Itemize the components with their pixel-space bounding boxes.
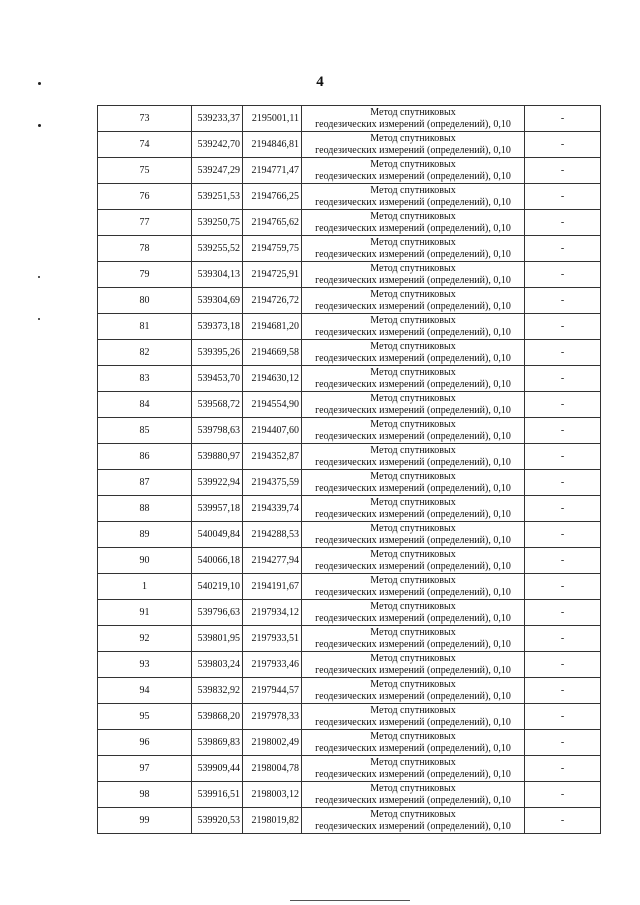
- coordinate-x: 539247,29: [192, 158, 243, 184]
- coordinates-table: [97, 105, 601, 834]
- coordinate-y: 2194725,91: [243, 262, 302, 288]
- coordinate-y: 2194277,94: [243, 548, 302, 574]
- table-row: [98, 496, 601, 522]
- description-cell: -: [525, 288, 601, 314]
- description-cell: -: [525, 496, 601, 522]
- coordinate-y: 2194766,25: [243, 184, 302, 210]
- description-cell: -: [525, 210, 601, 236]
- coordinate-y: 2194759,75: [243, 236, 302, 262]
- description-cell: -: [525, 782, 601, 808]
- description-cell: -: [525, 730, 601, 756]
- method-line-1: Метод спутниковых: [370, 730, 456, 742]
- coordinate-x: 540219,10: [192, 574, 243, 600]
- point-number: 97: [98, 756, 192, 782]
- method-cell: [302, 652, 525, 678]
- coordinate-x: 539796,63: [192, 600, 243, 626]
- point-number: 83: [98, 366, 192, 392]
- point-number: 76: [98, 184, 192, 210]
- coordinate-y: 2198019,82: [243, 808, 302, 834]
- method-line-2: геодезических измерений (определений), 0,10: [315, 690, 511, 702]
- method-line-2: геодезических измерений (определений), 0,10: [315, 404, 511, 416]
- method-line-2: геодезических измерений (определений), 0,10: [315, 170, 511, 182]
- coordinate-y: 2194630,12: [243, 366, 302, 392]
- method-line-1: Метод спутниковых: [370, 756, 456, 768]
- coordinate-x: 539453,70: [192, 366, 243, 392]
- method-line-2: геодезических измерений (определений), 0,10: [315, 508, 511, 520]
- description-cell: -: [525, 522, 601, 548]
- table-row: [98, 522, 601, 548]
- method-line-1: Метод спутниковых: [370, 626, 456, 638]
- method-line-1: Метод спутниковых: [370, 678, 456, 690]
- coordinate-x: 539304,13: [192, 262, 243, 288]
- coordinate-y: 2198004,78: [243, 756, 302, 782]
- coordinate-x: 539803,24: [192, 652, 243, 678]
- table-row: [98, 600, 601, 626]
- scan-speck: [38, 82, 41, 85]
- table-row: [98, 470, 601, 496]
- coordinate-x: 539255,52: [192, 236, 243, 262]
- table-row: [98, 210, 601, 236]
- point-number: 80: [98, 288, 192, 314]
- point-number: 82: [98, 340, 192, 366]
- method-line-2: геодезических измерений (определений), 0,10: [315, 378, 511, 390]
- method-line-1: Метод спутниковых: [370, 366, 456, 378]
- method-line-2: геодезических измерений (определений), 0,10: [315, 612, 511, 624]
- point-number: 75: [98, 158, 192, 184]
- method-line-1: Метод спутниковых: [370, 340, 456, 352]
- method-line-1: Метод спутниковых: [370, 184, 456, 196]
- method-cell: [302, 366, 525, 392]
- coordinate-x: 540049,84: [192, 522, 243, 548]
- coordinate-x: 539568,72: [192, 392, 243, 418]
- coordinate-y: 2194375,59: [243, 470, 302, 496]
- table-row: [98, 548, 601, 574]
- description-cell: -: [525, 106, 601, 132]
- coordinate-y: 2194554,90: [243, 392, 302, 418]
- coordinate-x: 539373,18: [192, 314, 243, 340]
- page-number: 4: [316, 74, 324, 90]
- point-number: 88: [98, 496, 192, 522]
- table-row: [98, 392, 601, 418]
- method-cell: [302, 522, 525, 548]
- description-cell: -: [525, 444, 601, 470]
- coordinate-x: 539880,97: [192, 444, 243, 470]
- point-number: 91: [98, 600, 192, 626]
- coordinates-table-body: [98, 106, 601, 834]
- method-cell: [302, 314, 525, 340]
- method-cell: [302, 288, 525, 314]
- method-line-1: Метод спутниковых: [370, 470, 456, 482]
- description-cell: -: [525, 626, 601, 652]
- coordinate-x: 539251,53: [192, 184, 243, 210]
- description-cell: -: [525, 756, 601, 782]
- coordinate-y: 2194846,81: [243, 132, 302, 158]
- description-cell: -: [525, 652, 601, 678]
- method-cell: [302, 782, 525, 808]
- method-cell: [302, 756, 525, 782]
- method-line-1: Метод спутниковых: [370, 704, 456, 716]
- description-cell: -: [525, 262, 601, 288]
- table-row: [98, 158, 601, 184]
- coordinate-y: 2197978,33: [243, 704, 302, 730]
- point-number: 78: [98, 236, 192, 262]
- table-row: [98, 574, 601, 600]
- description-cell: -: [525, 574, 601, 600]
- point-number: 86: [98, 444, 192, 470]
- method-line-1: Метод спутниковых: [370, 106, 456, 118]
- point-number: 73: [98, 106, 192, 132]
- method-cell: [302, 470, 525, 496]
- method-line-1: Метод спутниковых: [370, 782, 456, 794]
- table-row: [98, 626, 601, 652]
- description-cell: -: [525, 808, 601, 834]
- point-number: 94: [98, 678, 192, 704]
- method-line-1: Метод спутниковых: [370, 652, 456, 664]
- method-line-2: геодезических измерений (определений), 0,10: [315, 326, 511, 338]
- method-cell: [302, 444, 525, 470]
- method-cell: [302, 808, 525, 834]
- table-row: [98, 132, 601, 158]
- description-cell: -: [525, 548, 601, 574]
- scan-speck: [38, 318, 40, 320]
- coordinate-x: 539798,63: [192, 418, 243, 444]
- point-number: 96: [98, 730, 192, 756]
- method-line-2: геодезических измерений (определений), 0,10: [315, 352, 511, 364]
- method-cell: [302, 262, 525, 288]
- coordinate-y: 2198003,12: [243, 782, 302, 808]
- coordinate-x: 540066,18: [192, 548, 243, 574]
- point-number: 84: [98, 392, 192, 418]
- coordinate-x: 539832,92: [192, 678, 243, 704]
- method-cell: [302, 574, 525, 600]
- description-cell: -: [525, 184, 601, 210]
- point-number: 74: [98, 132, 192, 158]
- table-row: [98, 756, 601, 782]
- coordinate-y: 2194681,20: [243, 314, 302, 340]
- method-cell: [302, 496, 525, 522]
- method-line-2: геодезических измерений (определений), 0,10: [315, 482, 511, 494]
- method-cell: [302, 626, 525, 652]
- table-row: [98, 288, 601, 314]
- bottom-line: [290, 900, 410, 901]
- method-line-2: геодезических измерений (определений), 0,10: [315, 534, 511, 546]
- method-cell: [302, 106, 525, 132]
- table-row: [98, 236, 601, 262]
- method-line-2: геодезических измерений (определений), 0,10: [315, 664, 511, 676]
- method-cell: [302, 600, 525, 626]
- coordinate-x: 539801,95: [192, 626, 243, 652]
- coordinate-x: 539869,83: [192, 730, 243, 756]
- coordinate-y: 2197933,51: [243, 626, 302, 652]
- coordinate-x: 539250,75: [192, 210, 243, 236]
- table-row: [98, 262, 601, 288]
- method-line-1: Метод спутниковых: [370, 808, 456, 820]
- table-row: [98, 418, 601, 444]
- description-cell: -: [525, 340, 601, 366]
- method-line-2: геодезических измерений (определений), 0,10: [315, 820, 511, 832]
- table-row: [98, 704, 601, 730]
- method-cell: [302, 392, 525, 418]
- coordinate-y: 2195001,11: [243, 106, 302, 132]
- coordinate-x: 539920,53: [192, 808, 243, 834]
- coordinate-x: 539922,94: [192, 470, 243, 496]
- table-row: [98, 808, 601, 834]
- description-cell: -: [525, 470, 601, 496]
- description-cell: -: [525, 704, 601, 730]
- method-line-2: геодезических измерений (определений), 0,10: [315, 716, 511, 728]
- coordinate-y: 2194407,60: [243, 418, 302, 444]
- coordinate-y: 2197933,46: [243, 652, 302, 678]
- point-number: 93: [98, 652, 192, 678]
- method-cell: [302, 210, 525, 236]
- method-line-1: Метод спутниковых: [370, 392, 456, 404]
- point-number: 92: [98, 626, 192, 652]
- table-row: [98, 340, 601, 366]
- method-line-1: Метод спутниковых: [370, 132, 456, 144]
- point-number: 77: [98, 210, 192, 236]
- method-line-2: геодезических измерений (определений), 0,10: [315, 456, 511, 468]
- table-row: [98, 678, 601, 704]
- method-cell: [302, 340, 525, 366]
- coordinate-y: 2197934,12: [243, 600, 302, 626]
- description-cell: -: [525, 418, 601, 444]
- description-cell: -: [525, 600, 601, 626]
- description-cell: -: [525, 314, 601, 340]
- method-line-2: геодезических измерений (определений), 0,10: [315, 248, 511, 260]
- table-row: [98, 730, 601, 756]
- description-cell: -: [525, 236, 601, 262]
- table-row: [98, 782, 601, 808]
- method-line-2: геодезических измерений (определений), 0,10: [315, 274, 511, 286]
- coordinate-y: 2194669,58: [243, 340, 302, 366]
- method-line-1: Метод спутниковых: [370, 314, 456, 326]
- method-cell: [302, 678, 525, 704]
- coordinate-y: 2194191,67: [243, 574, 302, 600]
- method-line-1: Метод спутниковых: [370, 444, 456, 456]
- method-line-2: геодезических измерений (определений), 0,10: [315, 222, 511, 234]
- method-line-2: геодезических измерений (определений), 0,10: [315, 300, 511, 312]
- coordinate-y: 2197944,57: [243, 678, 302, 704]
- coordinate-x: 539395,26: [192, 340, 243, 366]
- method-cell: [302, 730, 525, 756]
- method-line-1: Метод спутниковых: [370, 522, 456, 534]
- method-line-1: Метод спутниковых: [370, 158, 456, 170]
- coordinate-x: 539868,20: [192, 704, 243, 730]
- method-line-2: геодезических измерений (определений), 0,10: [315, 768, 511, 780]
- coordinate-x: 539233,37: [192, 106, 243, 132]
- method-line-1: Метод спутниковых: [370, 210, 456, 222]
- method-line-2: геодезических измерений (определений), 0,10: [315, 196, 511, 208]
- method-line-1: Метод спутниковых: [370, 418, 456, 430]
- point-number: 90: [98, 548, 192, 574]
- coordinate-y: 2194339,74: [243, 496, 302, 522]
- method-line-2: геодезических измерений (определений), 0,10: [315, 794, 511, 806]
- method-line-2: геодезических измерений (определений), 0,10: [315, 144, 511, 156]
- coordinate-x: 539242,70: [192, 132, 243, 158]
- method-line-1: Метод спутниковых: [370, 288, 456, 300]
- method-line-1: Метод спутниковых: [370, 262, 456, 274]
- method-cell: [302, 548, 525, 574]
- coordinate-y: 2194765,62: [243, 210, 302, 236]
- method-cell: [302, 132, 525, 158]
- coordinate-y: 2194771,47: [243, 158, 302, 184]
- method-cell: [302, 418, 525, 444]
- point-number: 98: [98, 782, 192, 808]
- method-line-1: Метод спутниковых: [370, 496, 456, 508]
- method-line-2: геодезических измерений (определений), 0,10: [315, 638, 511, 650]
- coordinate-x: 539909,44: [192, 756, 243, 782]
- table-row: [98, 314, 601, 340]
- point-number: 79: [98, 262, 192, 288]
- table-row: [98, 184, 601, 210]
- table-row: [98, 106, 601, 132]
- table-row: [98, 652, 601, 678]
- point-number: 87: [98, 470, 192, 496]
- method-line-1: Метод спутниковых: [370, 574, 456, 586]
- method-line-2: геодезических измерений (определений), 0,10: [315, 742, 511, 754]
- method-line-1: Метод спутниковых: [370, 236, 456, 248]
- scan-speck: [38, 124, 41, 127]
- coordinate-x: 539916,51: [192, 782, 243, 808]
- description-cell: -: [525, 678, 601, 704]
- method-cell: [302, 704, 525, 730]
- coordinate-x: 539304,69: [192, 288, 243, 314]
- description-cell: -: [525, 158, 601, 184]
- coordinate-x: 539957,18: [192, 496, 243, 522]
- method-line-2: геодезических измерений (определений), 0,10: [315, 586, 511, 598]
- method-line-2: геодезических измерений (определений), 0,10: [315, 118, 511, 130]
- table-row: [98, 444, 601, 470]
- coordinate-y: 2194726,72: [243, 288, 302, 314]
- method-line-1: Метод спутниковых: [370, 548, 456, 560]
- method-line-2: геодезических измерений (определений), 0,10: [315, 430, 511, 442]
- method-cell: [302, 236, 525, 262]
- coordinate-y: 2194352,87: [243, 444, 302, 470]
- method-line-2: геодезических измерений (определений), 0,10: [315, 560, 511, 572]
- method-cell: [302, 184, 525, 210]
- point-number: 85: [98, 418, 192, 444]
- description-cell: -: [525, 392, 601, 418]
- description-cell: -: [525, 132, 601, 158]
- method-cell: [302, 158, 525, 184]
- description-cell: -: [525, 366, 601, 392]
- point-number: 95: [98, 704, 192, 730]
- scan-speck: [38, 276, 40, 278]
- point-number: 99: [98, 808, 192, 834]
- method-line-1: Метод спутниковых: [370, 600, 456, 612]
- point-number: 89: [98, 522, 192, 548]
- point-number: 81: [98, 314, 192, 340]
- coordinate-y: 2198002,49: [243, 730, 302, 756]
- table-row: [98, 366, 601, 392]
- point-number: 1: [98, 574, 192, 600]
- coordinate-y: 2194288,53: [243, 522, 302, 548]
